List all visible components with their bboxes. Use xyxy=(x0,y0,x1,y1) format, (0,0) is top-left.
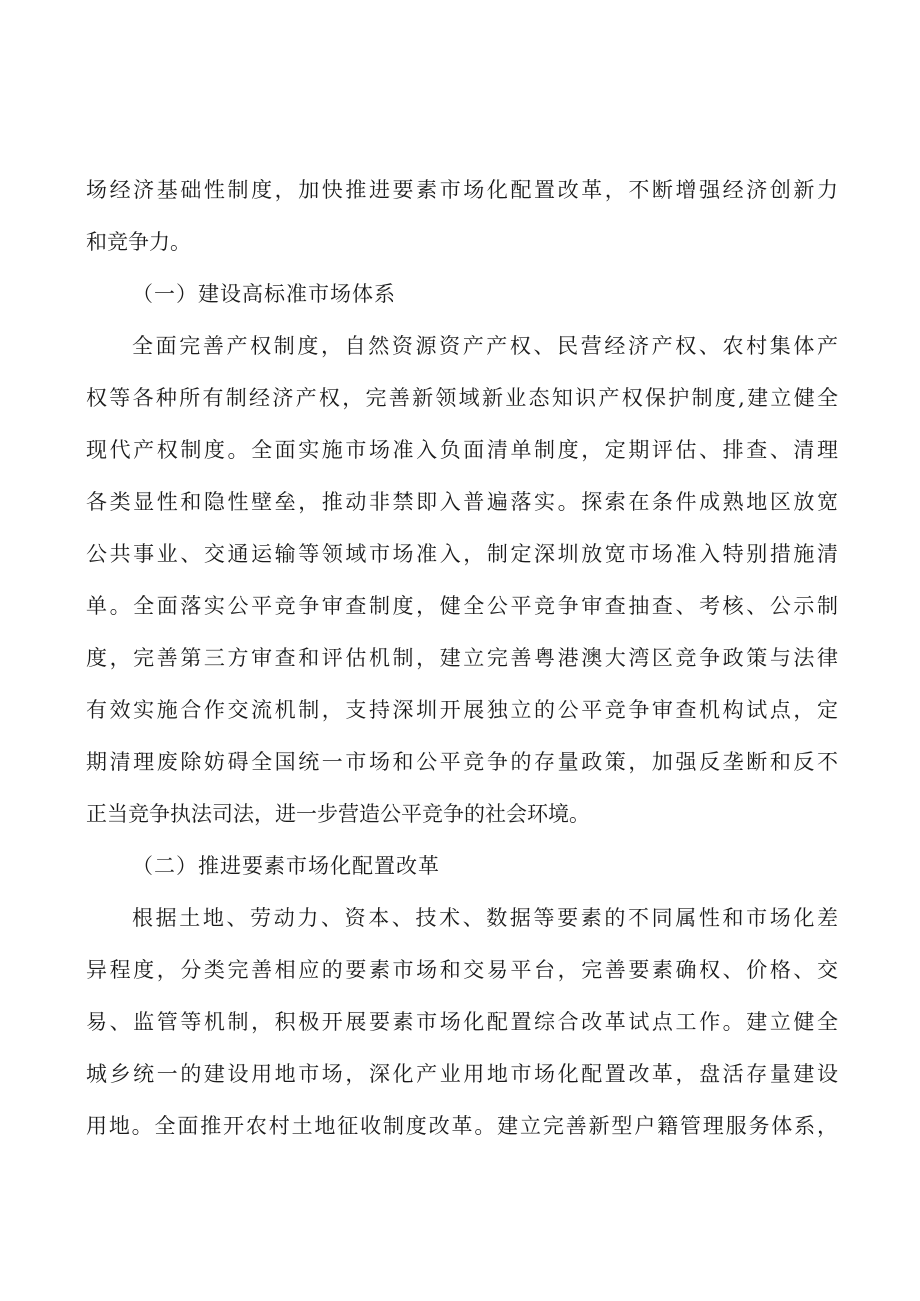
paragraph-line: 权等各种所有制经济产权，完善新领域新业态知识产权保护制度,建立健全 xyxy=(86,386,838,410)
paragraph-line: 全面完善产权制度，自然资源资产产权、民营经济产权、农村集体产 xyxy=(132,334,838,358)
paragraph-line: 易、监管等机制，积极开展要素市场化配置综合改革试点工作。建立健全 xyxy=(86,1010,838,1034)
section-heading-2: （二）推进要素市场化配置改革 xyxy=(132,854,440,878)
paragraph-line: 异程度，分类完善相应的要素市场和交易平台，完善要素确权、价格、交 xyxy=(86,958,838,982)
paragraph-line: 单。全面落实公平竞争审查制度，健全公平竞争审查抽查、考核、公示制 xyxy=(86,594,838,618)
paragraph-line: 公共事业、交通运输等领域市场准入，制定深圳放宽市场准入特别措施清 xyxy=(86,542,838,566)
paragraph-line: 城乡统一的建设用地市场，深化产业用地市场化配置改革，盘活存量建设 xyxy=(86,1062,838,1086)
paragraph-line: 期清理废除妨碍全国统一市场和公平竞争的存量政策，加强反垄断和反不 xyxy=(86,750,838,774)
paragraph-line: 用地。全面推开农村土地征收制度改革。建立完善新型户籍管理服务体系， xyxy=(86,1114,838,1138)
paragraph-line: 正当竞争执法司法，进一步营造公平竞争的社会环境。 xyxy=(86,802,590,826)
section-heading-1: （一）建设高标准市场体系 xyxy=(132,282,396,306)
paragraph-line: 现代产权制度。全面实施市场准入负面清单制度，定期评估、排查、清理 xyxy=(86,438,838,462)
paragraph-line: 场经济基础性制度，加快推进要素市场化配置改革，不断增强经济创新力 xyxy=(86,178,838,202)
paragraph-line: 度，完善第三方审查和评估机制，建立完善粤港澳大湾区竞争政策与法律 xyxy=(86,646,838,670)
paragraph-line: 各类显性和隐性壁垒，推动非禁即入普遍落实。探索在条件成熟地区放宽 xyxy=(86,490,838,514)
paragraph-line: 和竞争力。 xyxy=(86,230,191,254)
paragraph-line: 根据土地、劳动力、资本、技术、数据等要素的不同属性和市场化差 xyxy=(132,906,838,930)
paragraph-line: 有效实施合作交流机制，支持深圳开展独立的公平竞争审查机构试点，定 xyxy=(86,698,838,722)
